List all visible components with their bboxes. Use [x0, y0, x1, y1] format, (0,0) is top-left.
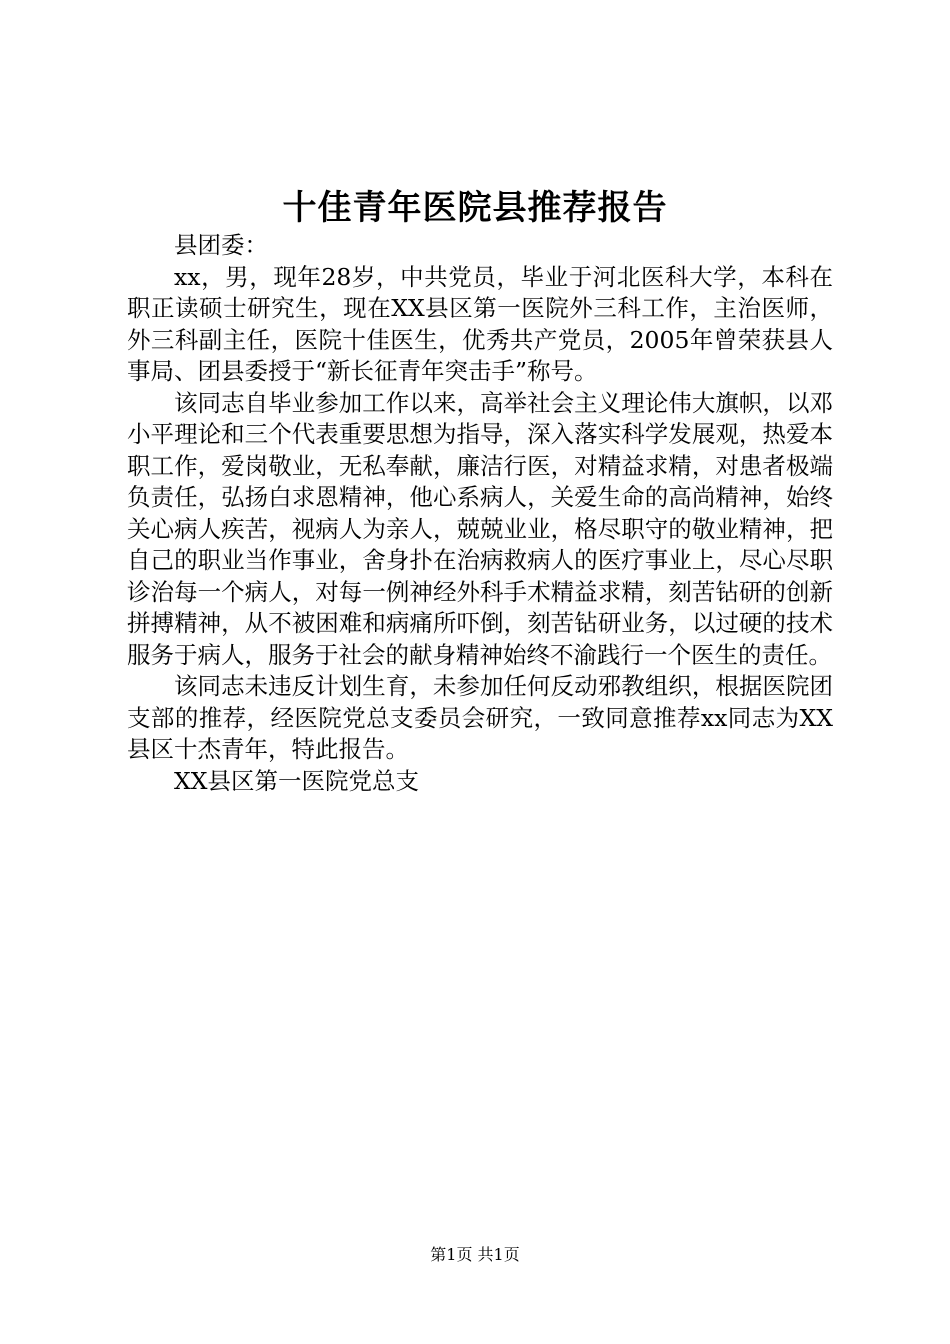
- paragraph-recommendation: 该同志未违反计划生育，未参加任何反动邪教组织，根据医院团支部的推荐，经医院党总支委员会研究，一致同意推荐xx同志为XX县区十杰青年，特此报告。: [127, 672, 833, 763]
- document-title: 十佳青年医院县推荐报告: [282, 188, 668, 228]
- document-body: [127, 230, 833, 797]
- paragraph-introduction: xx，男，现年28岁，中共党员，毕业于河北医科大学，本科在职正读硕士研究生，现在XX县区第一医院外三科工作，主治医师，外三科副主任，医院十佳医生，优秀共产党员，2005年曾荣获县人事局、团县委授于“新长征青年突击手”称号。: [127, 262, 833, 385]
- paragraph-achievements: 该同志自毕业参加工作以来，高举社会主义理论伟大旗帜，以邓小平理论和三个代表重要思想为指导，深入落实科学发展观，热爱本职工作，爱岗敬业，无私奉献，廉洁行医，对精益求精，对患者极端负责任，弘扬白求恩精神，他心系病人，关爱生命的高尚精神，始终关心病人疾苦，视病人为亲人，兢兢业业，格尽职守的敬业精神，把自己的职业当作事业，舍身扑在治病救病人的医疗事业上，尽心尽职诊治每一个病人，对每一例神经外科手术精益求精，刻苦钻研的创新拼搏精神，从不被困难和病痛所吓倒，刻苦钻研业务，以过硬的技术服务于病人，服务于社会的献身精神始终不渝践行一个医生的责任。: [127, 388, 833, 669]
- page-footer: 第1页 共1页: [430, 1245, 520, 1264]
- signature: XX县区第一医院党总支: [174, 766, 419, 795]
- salutation: 县团委：: [174, 231, 268, 259]
